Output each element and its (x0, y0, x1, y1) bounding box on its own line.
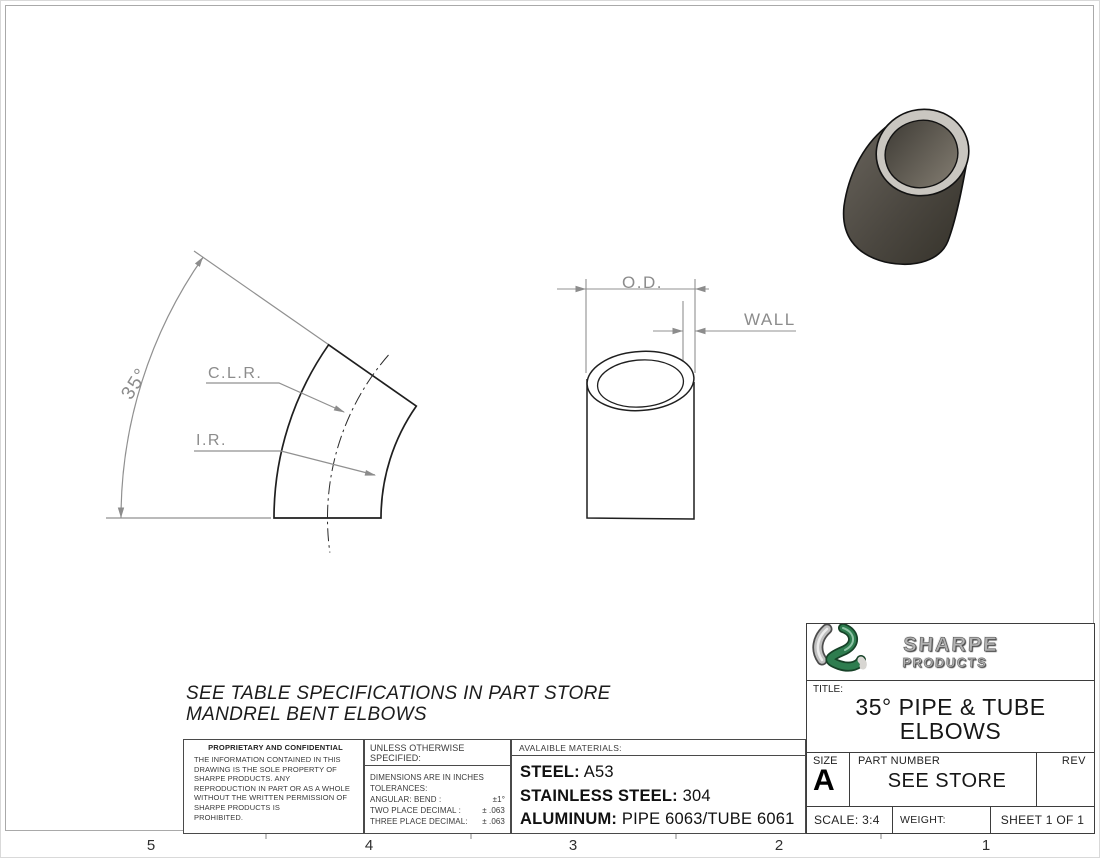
part-number-value: SEE STORE (887, 770, 1007, 792)
rev-label: REV (1061, 755, 1086, 767)
material-label: STAINLESS STEEL: (520, 786, 678, 805)
scale-cell: SCALE: 3:4 (807, 807, 893, 833)
tolerances-units-line: DIMENSIONS ARE IN INCHES (370, 773, 484, 782)
drawing-title-line2: ELBOWS (899, 718, 1002, 744)
zone-number-5: 5 (146, 837, 156, 854)
proprietary-line: THE INFORMATION CONTAINED IN THIS (194, 755, 341, 764)
proprietary-line: SHARPE PRODUCTS. ANY (194, 774, 291, 784)
tolerance-row (370, 816, 505, 827)
wall-label: WALL (744, 310, 796, 329)
clr-label: C.L.R. (208, 365, 263, 382)
rev-cell (1037, 753, 1094, 806)
title-row (807, 681, 1094, 753)
tolerance-value: ± .063 (482, 806, 505, 815)
tolerance-row (370, 805, 505, 816)
material-value: A53 (583, 763, 614, 781)
angle-dimension-label: 35° (117, 364, 153, 404)
materials-header: AVALAIBLE MATERIALS: (512, 740, 805, 756)
material-row (520, 785, 799, 809)
sheet-cell: SHEET 1 OF 1 (1000, 813, 1085, 827)
logo-wordmark (902, 635, 999, 669)
material-value: PIPE 6063/TUBE 6061 (621, 810, 795, 828)
tolerance-label: TWO PLACE DECIMAL : (370, 806, 461, 815)
logo-text-products: PRODUCTS (901, 655, 988, 670)
materials-box (511, 739, 806, 834)
title-block (806, 623, 1095, 834)
material-row (520, 808, 799, 832)
drawing-note (186, 683, 611, 725)
zone-number-1: 1 (981, 837, 991, 854)
tolerances-box (364, 739, 511, 834)
material-value: 304 (682, 786, 711, 805)
zone-number-2: 2 (774, 837, 784, 854)
size-label: SIZE (813, 755, 838, 767)
size-partnumber-rev-row (807, 753, 1094, 807)
scale-weight-sheet-row (807, 807, 1094, 833)
logo-text-sharpe: SHARPE (902, 634, 1000, 656)
tolerances-title-line: TOLERANCES: (370, 784, 428, 793)
tolerance-value: ±1° (492, 795, 505, 804)
proprietary-line: PROHIBITED. (194, 812, 244, 822)
tolerance-row (370, 794, 505, 805)
ir-label: I.R. (196, 432, 227, 449)
proprietary-line: WITHOUT THE WRITTEN PERMISSION OF (194, 793, 348, 803)
drawing-title-line1: 35° PIPE & TUBE (855, 694, 1046, 720)
elbow-side-view (106, 251, 416, 553)
proprietary-box (183, 739, 364, 834)
proprietary-line: SHARPE PRODUCTS IS (194, 802, 280, 812)
material-label: STEEL: (520, 763, 580, 781)
zone-number-3: 3 (568, 837, 578, 854)
zone-number-4: 4 (364, 837, 374, 854)
weight-cell: WEIGHT: (893, 807, 991, 833)
proprietary-line: REPRODUCTION IN PART OR AS A WHOLE (194, 783, 350, 793)
proprietary-line: DRAWING IS THE SOLE PROPERTY OF (194, 764, 337, 774)
size-value: A (813, 764, 835, 797)
tolerance-label: ANGULAR: BEND : (370, 795, 442, 804)
note-line-1: SEE TABLE SPECIFICATIONS IN PART STORE (186, 683, 611, 704)
tolerance-label: THREE PLACE DECIMAL: (370, 817, 468, 826)
part-number-label: PART NUMBER (858, 755, 941, 767)
material-row (520, 761, 799, 785)
proprietary-header: PROPRIETARY AND CONFIDENTIAL (208, 743, 343, 752)
title-label: TITLE: (813, 684, 844, 695)
od-label: O.D. (622, 273, 663, 292)
size-cell (807, 753, 850, 806)
sharpe-logo-icon (807, 624, 869, 672)
material-label: ALUMINUM: (520, 810, 618, 828)
elbow-3d-render (844, 100, 978, 265)
note-line-2: MANDREL BENT ELBOWS (186, 704, 427, 725)
tolerance-value: ± .063 (482, 817, 505, 826)
logo-row (807, 624, 1094, 681)
part-number-cell (850, 753, 1037, 806)
tolerances-header: UNLESS OTHERWISE SPECIFIED: (365, 740, 510, 766)
